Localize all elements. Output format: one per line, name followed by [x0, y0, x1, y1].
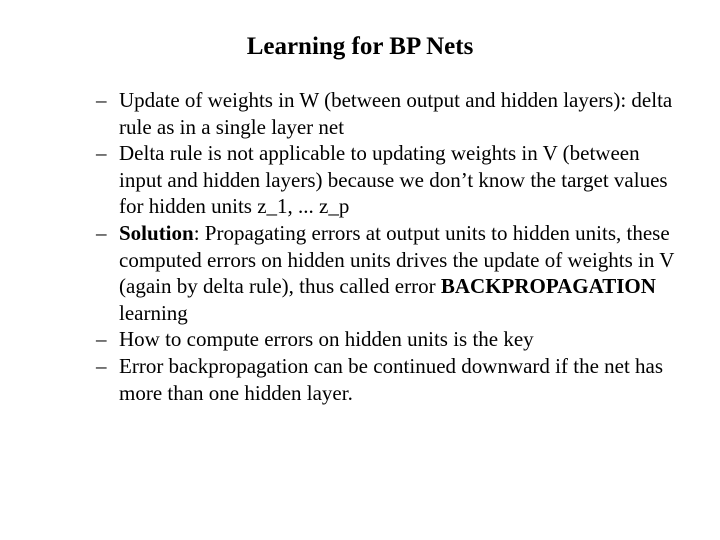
bullet-dash: – — [96, 141, 107, 166]
bullet-item — [96, 140, 676, 220]
bullet-item — [96, 326, 676, 353]
bullet-item — [96, 220, 676, 326]
bullet-item — [96, 87, 676, 140]
bullet-item — [96, 353, 676, 406]
bullet-text — [119, 354, 663, 405]
bullet-text — [119, 221, 674, 325]
bullet-text-part: Delta rule is not applicable to updating weights in V (between input and hidden layers) because we don’t know the target values for hidden units z_1, ... z_p — [119, 141, 668, 219]
bullet-text-part: Update of weights in W (between output and hidden layers): delta rule as in a single layer net — [119, 88, 673, 139]
bullet-text-part: Error backpropagation can be continued downward if the net has more than one hidden layer. — [119, 353, 664, 405]
bullet-text — [119, 327, 534, 351]
bullet-dash: – — [96, 353, 107, 378]
bullet-text — [119, 88, 672, 139]
slide-title: Learning for BP Nets — [246, 33, 474, 60]
bullet-dash: – — [96, 88, 107, 112]
bullet-text-part: : Propagating errors at output units to hidden units, these computed errors on hidden units drives the update of weights in V (again by delta rule), thus called error — [119, 220, 675, 299]
bullet-text-part: How to compute errors on hidden units is the key — [119, 327, 534, 352]
bullet-text-bold: Solution — [119, 220, 194, 245]
bullet-dash: – — [96, 220, 107, 245]
bullet-text-part: learning — [119, 300, 188, 325]
bullet-dash: – — [96, 327, 107, 352]
bullet-text-bold: BACKPROPAGATION — [440, 274, 656, 299]
bullet-text — [119, 141, 668, 218]
bullet-list — [96, 87, 676, 406]
